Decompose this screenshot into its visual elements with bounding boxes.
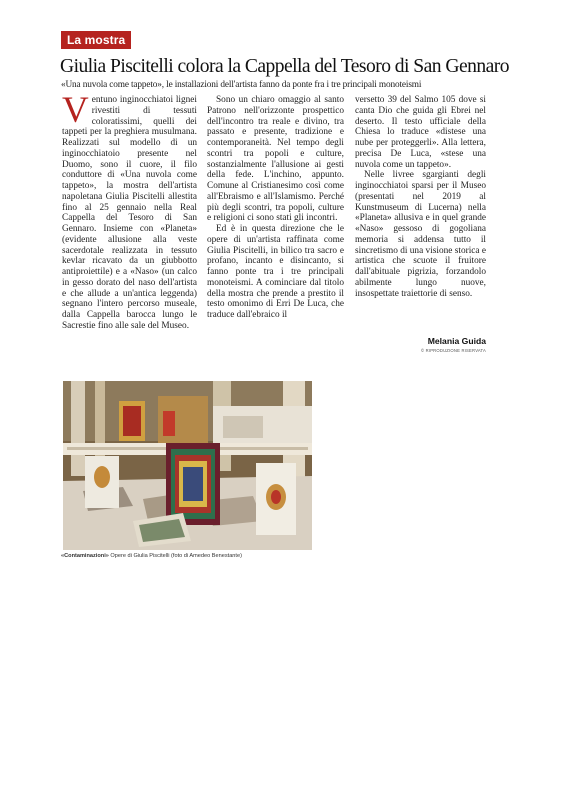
paragraph: Ed è in questa direzione che le opere di un'artista raffinata come Giulia Piscitelli, in bilico tra sacro e profano, incanto e disincanto, si fanno ponte tra i tre principali monoteismi. A cominciare dal titolo della mostra che prende a prestito il testo omonimo di Erri De Luca, che traduce dall'ebraico il: [207, 224, 344, 320]
article-title: Giulia Piscitelli colora la Cappella del Tesoro di San Gennaro: [60, 56, 509, 77]
author-byline: Melania Guida: [427, 336, 486, 346]
article-column-2: [207, 95, 344, 321]
caption-title: «Contaminazioni»: [61, 553, 109, 559]
caption-text: Opere di Giulia Piscitelli (foto di Amedeo Benestante): [108, 553, 242, 559]
article-column-3: [355, 95, 486, 299]
article-photo: [63, 381, 312, 550]
paragraph: Nelle livree sgargianti degli inginocchiatoi sparsi per il Museo (presentati nel 2019 al Kunstmuseum di Lucerna) nella «Planeta» allusiva e in quel grande «Naso» gessoso di gogoliana memoria si addensa tutto il sincretismo di una visione storica e artistica che scuote il fruitore dall'abituale pigrizia, forzandolo abilmente lungo nuove, insospettate traiettorie di senso.: [355, 170, 486, 299]
chapel-photo-illustration: [63, 381, 312, 550]
article-column-1: [62, 90, 197, 332]
paragraph: [62, 90, 197, 332]
drop-cap: V: [62, 90, 89, 131]
section-label: La mostra: [61, 31, 131, 49]
paragraph: Sono un chiaro omaggio al santo Patrono nell'orizzonte prospettico dell'incontro tra reale e divino, tra passato e presente, tradizione e contemporaneità. Nel tempo degli scontri tra popoli e culture, sostanzialmente l'allusione ai gesti della fede. L'inchino, appunto. Comune al Cristianesimo così come all'Ebraismo e all'Islamismo. Perché più degli scontri, tra popoli, culture e religioni ci sono stati gli incontri.: [207, 95, 344, 224]
paragraph-text: entuno inginocchiatoi lignei rivestiti di tessuti coloratissimi, quelli dei tappeti per la preghiera musulmana. Realizzati sul modello di un inginocchiatoio presente nel Duomo, sono il cuore, il filo conduttore di «Una nuvola come tappeto», la mostra dell'artista napoletana Giulia Piscitelli allestita fino al 25 gennaio nella Real Cappella del Tesoro di San Gennaro. Insieme con «Planeta» (evidente allusione alla veste sacerdotale realizzata in tessuto kevlar ricavato da un giubbotto antiproiettile) e a «Naso» (un calco in gesso dorato del naso dell'artista e che allude a un'antica leggenda) segnano l'intero percorso museale, dalla Cappella barocca lungo le Sacrestie fino alle sale del Museo.: [62, 95, 197, 331]
paragraph: versetto 39 del Salmo 105 dove si canta Dio che guida gli Ebrei nel deserto. Il testo ufficiale della Chiesa lo traduce «distese una nube per proteggerli». Alla lettera, precisa De Luca, «stese una nuvola come un tappeto».: [355, 95, 486, 170]
article-subtitle: «Una nuvola come tappeto», le installazioni dell'artista fanno da ponte fra i tre principali monoteismi: [61, 80, 422, 90]
copyright-notice: © RIPRODUZIONE RISERVATA: [420, 348, 486, 353]
photo-caption: [61, 553, 321, 559]
